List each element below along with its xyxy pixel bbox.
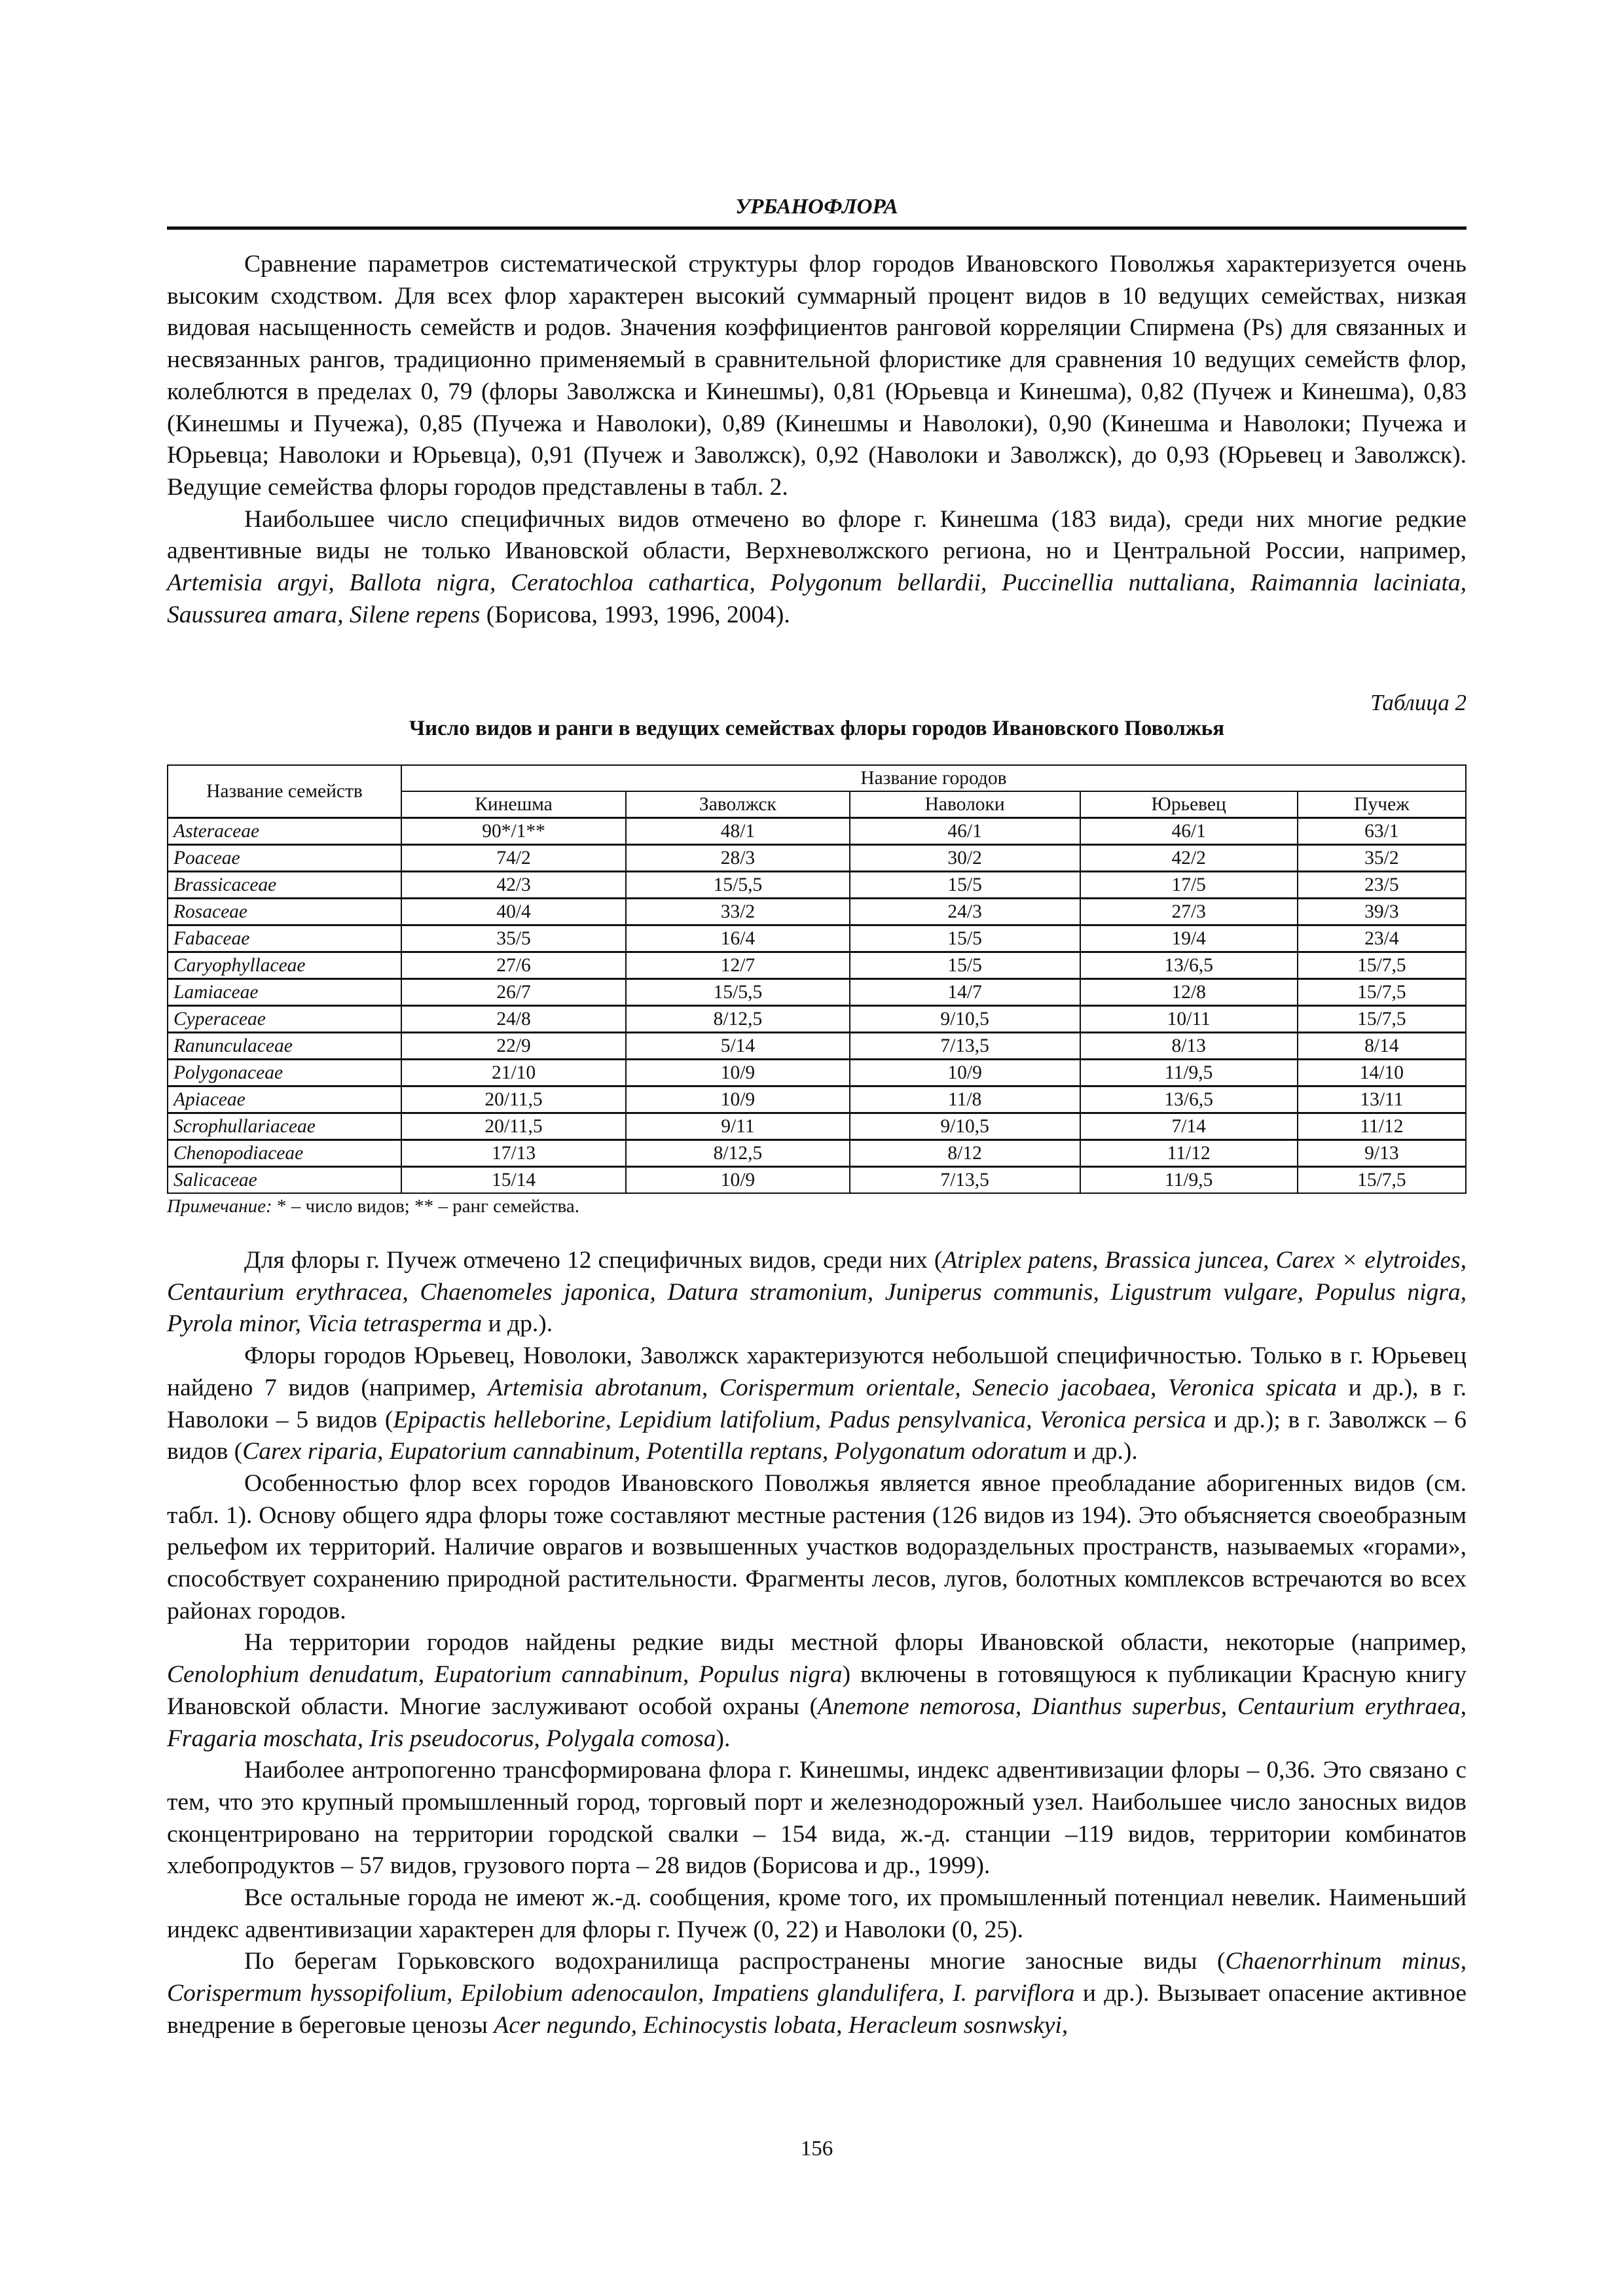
species-rank-cell: 20/11,5 [401,1086,626,1113]
species-rank-cell: 27/3 [1080,899,1298,925]
cities-group-header: Название городов [401,765,1466,791]
family-name-cell: Brassicaceae [168,872,401,899]
table-note-label: Примечание: [167,1196,272,1217]
species-rank-cell: 13/6,5 [1080,952,1298,979]
species-rank-cell: 12/8 [1080,979,1298,1006]
table-row [168,899,1466,925]
text-run: Сравнение параметров систематической структуры флор городов Ивановского Поволжья характеризуется очень высоким сходством. Для всех флор характерен высокий суммарный процент видов в 10 ведущих семействах, низкая видовая насыщенность семейств и родов. Значения коэффициентов ранговой корреляции Спирмена (Ps) для связанных и несвязанных рангов, традиционно применяемый в сравнительной флористике для сравнения 10 ведущих семейств флор, колеблются в пределах 0, 79 (флоры Заволжска и Кинешмы), 0,81 (Юрьевца и Кинешма), 0,82 (Пучеж и Кинешма), 0,83 (Кинешмы и Пучежа), 0,85 (Пучежа и Наволоки), 0,89 (Кинешмы и Наволоки), 0,90 (Кинешма и Наволоки; Пучежа и Юрьевца; Наволоки и Юрьевца), 0,91 (Пучеж и Заволжск), 0,92 (Наволоки и Заволжск), до 0,93 (Юрьевец и Заволжск). Ведущие семейства флоры городов представлены в табл. 2. [167,251,1467,501]
species-rank-cell: 23/5 [1298,872,1466,899]
table-title: Число видов и ранги в ведущих семействах флоры городов Ивановского Поволжья [409,717,1225,740]
species-rank-cell: 39/3 [1298,899,1466,925]
species-rank-cell: 17/5 [1080,872,1298,899]
species-rank-cell: 42/2 [1080,845,1298,872]
species-names: Carex riparia, Eupatorium cannabinum, Potentilla reptans, Polygonatum odoratum [242,1438,1067,1465]
text-run: и др.). Вызывает опасение активное внедрение в береговые ценозы [167,1980,1467,2039]
table-row [168,979,1466,1006]
family-column-header: Название семейств [168,765,401,818]
family-name-cell: Cyperaceae [168,1006,401,1033]
species-rank-cell: 24/8 [401,1006,626,1033]
page-number: 156 [800,2137,833,2161]
species-rank-cell: 15/14 [401,1167,626,1194]
species-rank-cell: 15/5,5 [626,979,850,1006]
species-rank-cell: 9/11 [626,1113,850,1140]
family-name-cell: Apiaceae [168,1086,401,1113]
text-run: Флоры городов Юрьевец, Новолоки, Заволжск характеризуются небольшой специфичностью. Только в г. Юрьевец найдено 7 видов (например, [167,1342,1467,1401]
table-label: Таблица 2 [1370,690,1467,715]
species-rank-cell: 19/4 [1080,925,1298,952]
species-rank-cell: 15/5 [850,925,1080,952]
species-rank-cell: 7/13,5 [850,1033,1080,1060]
paragraph [167,1755,1467,1882]
table-row [168,1033,1466,1060]
text-run: ). [716,1725,731,1752]
running-head: УРБАНОФЛОРА [735,195,898,219]
family-name-cell: Poaceae [168,845,401,872]
paragraph [167,504,1467,632]
species-rank-cell: 14/10 [1298,1060,1466,1086]
species-rank-cell: 90*/1** [401,818,626,845]
species-names: Anemone nemorosa, Dianthus superbus, Centaurium erythraea, Fragaria moschata, Iris pseudocorus, Polygala comosa [167,1693,1467,1752]
species-rank-cell: 11/12 [1298,1113,1466,1140]
species-rank-cell: 11/9,5 [1080,1060,1298,1086]
species-rank-cell: 48/1 [626,818,850,845]
text-run: и др.); в г. Заволжск – 6 видов ( [167,1406,1467,1465]
species-rank-cell: 17/13 [401,1140,626,1167]
species-rank-cell: 8/14 [1298,1033,1466,1060]
species-rank-cell: 7/14 [1080,1113,1298,1140]
paragraph [167,1468,1467,1628]
species-rank-cell: 33/2 [626,899,850,925]
species-names: Artemisia abrotanum, Corispermum orientale, Senecio jacobaea, Veronica spicata [488,1374,1337,1401]
text-run: По берегам Горьковского водохранилища распространены многие заносные виды ( [244,1948,1226,1975]
species-rank-cell: 9/10,5 [850,1006,1080,1033]
table-row [168,818,1466,845]
text-run: и др.). [1067,1438,1138,1465]
species-rank-cell: 42/3 [401,872,626,899]
body-text-top [167,249,1467,631]
text-run: Наиболее антропогенно трансформирована флора г. Кинешмы, индекс адвентивизации флоры – 0,36. Это связано с тем, что это крупный промышленный город, торговый порт и железнодорожный узел. Наибольшее число заносных видов сконцентрировано на территории городской свалки – 154 вида, ж.-д. станции –119 видов, территории комбинатов хлебопродуктов – 57 видов, грузового порта – 28 видов (Борисова и др., 1999). [167,1757,1467,1880]
species-names: Cenolophium denudatum, Eupatorium cannabinum, Populus nigra [167,1661,843,1689]
species-rank-cell: 8/12,5 [626,1140,850,1167]
family-name-cell: Fabaceae [168,925,401,952]
family-name-cell: Scrophullariaceae [168,1113,401,1140]
species-rank-cell: 13/6,5 [1080,1086,1298,1113]
species-names: Epipactis helleborine, Lepidium latifolium, Padus pensylvanica, Veronica persica [393,1406,1207,1433]
text-run: (Борисова, 1993, 1996, 2004). [480,601,790,628]
species-rank-cell: 15/5 [850,952,1080,979]
paragraph [167,249,1467,504]
species-names: Acer negundo, Echinocystis lobata, Heracleum sosnwskyi, [494,2011,1068,2039]
species-names: Atriplex patens, Brassica juncea, Carex × elytroides, Centaurium erythracea, Chaenomeles japonica, Datura stramonium, Juniperus communis, Ligustrum vulgare, Populus nigra, Pyrola minor, Vicia tetrasperma [167,1247,1467,1338]
species-rank-cell: 35/5 [401,925,626,952]
species-rank-cell: 15/5,5 [626,872,850,899]
paragraph [167,1627,1467,1755]
species-rank-cell: 46/1 [850,818,1080,845]
species-rank-cell: 23/4 [1298,925,1466,952]
table-note-text: * – число видов; ** – ранг семейства. [272,1196,579,1217]
species-rank-cell: 15/5 [850,872,1080,899]
species-rank-cell: 11/9,5 [1080,1167,1298,1194]
species-rank-cell: 15/7,5 [1298,952,1466,979]
city-column-header: Кинешма [401,791,626,818]
species-rank-cell: 12/7 [626,952,850,979]
species-rank-cell: 63/1 [1298,818,1466,845]
table-note [167,1196,579,1217]
species-rank-cell: 8/13 [1080,1033,1298,1060]
species-rank-cell: 10/9 [626,1167,850,1194]
city-column-header: Юрьевец [1080,791,1298,818]
species-rank-cell: 5/14 [626,1033,850,1060]
species-rank-cell: 13/11 [1298,1086,1466,1113]
species-rank-cell: 30/2 [850,845,1080,872]
family-name-cell: Rosaceae [168,899,401,925]
table-body [168,818,1466,1194]
paragraph [167,1340,1467,1468]
species-rank-cell: 11/12 [1080,1140,1298,1167]
paragraph [167,1245,1467,1340]
text-run: Все остальные города не имеют ж.-д. сообщения, кроме того, их промышленный потенциал невелик. Наименьший индекс адвентивизации характерен для флоры г. Пучеж (0, 22) и Наволоки (0, 25). [167,1884,1467,1943]
text-run: На территории городов найдены редкие виды местной флоры Ивановской области, некоторые (например, [244,1629,1467,1657]
table-row [168,1086,1466,1113]
species-rank-cell: 10/11 [1080,1006,1298,1033]
table-row [168,1060,1466,1086]
species-rank-cell: 27/6 [401,952,626,979]
table-row [168,872,1466,899]
species-rank-cell: 7/13,5 [850,1167,1080,1194]
species-rank-cell: 20/11,5 [401,1113,626,1140]
table-row [168,1113,1466,1140]
species-rank-cell: 8/12 [850,1140,1080,1167]
text-run: и др.). [482,1310,553,1338]
species-rank-cell: 22/9 [401,1033,626,1060]
text-run: Наибольшее число специфичных видов отмечено во флоре г. Кинешма (183 вида), среди них многие редкие адвентивные виды не только Ивановской области, Верхневолжского региона, но и Центральной России, например, [167,505,1467,565]
city-column-header: Пучеж [1298,791,1466,818]
family-name-cell: Chenopodiaceae [168,1140,401,1167]
species-rank-cell: 16/4 [626,925,850,952]
text-run: ) включены в готовящуюся к публикации Красную книгу Ивановской области. Многие заслуживают особой охраны ( [167,1661,1467,1720]
species-rank-cell: 9/10,5 [850,1113,1080,1140]
paragraph [167,1882,1467,1946]
species-rank-cell: 21/10 [401,1060,626,1086]
body-text-bottom [167,1245,1467,2042]
species-rank-cell: 24/3 [850,899,1080,925]
species-rank-cell: 15/7,5 [1298,979,1466,1006]
table-row [168,952,1466,979]
city-column-header: Заволжск [626,791,850,818]
species-rank-cell: 9/13 [1298,1140,1466,1167]
text-run: Особенностью флор всех городов Ивановского Поволжья является явное преобладание аборигенных видов (см. табл. 1). Основу общего ядра флоры тоже составляют местные растения (126 видов из 194). Это объясняется своеобразным рельефом их территорий. Наличие оврагов и возвышенных участков водораздельных пространств, называемых «горами», способствует сохранению природной растительности. Фрагменты лесов, лугов, болотных комплексов встречаются во всех районах городов. [167,1469,1467,1624]
family-name-cell: Polygonaceae [168,1060,401,1086]
species-rank-cell: 26/7 [401,979,626,1006]
family-name-cell: Salicaceae [168,1167,401,1194]
species-rank-cell: 10/9 [626,1060,850,1086]
species-rank-cell: 10/9 [626,1086,850,1113]
family-name-cell: Asteraceae [168,818,401,845]
family-name-cell: Ranunculaceae [168,1033,401,1060]
species-rank-cell: 28/3 [626,845,850,872]
city-column-header: Наволоки [850,791,1080,818]
table-row [168,925,1466,952]
family-name-cell: Caryophyllaceae [168,952,401,979]
species-rank-cell: 40/4 [401,899,626,925]
families-table [167,764,1467,1194]
species-names: Artemisia argyi, Ballota nigra, Ceratochloa cathartica, Polygonum bellardii, Puccinellia nuttaliana, Raimannia laciniata, Saussurea amara, Silene repens [167,569,1467,628]
paragraph [167,1946,1467,2041]
table-row [168,1140,1466,1167]
species-names: Chaenorrhinum minus, Corispermum hyssopifolium, Epilobium adenocaulon, Impatiens glandulifera, I. parviflora [167,1948,1467,2007]
species-rank-cell: 35/2 [1298,845,1466,872]
header-rule [167,226,1467,230]
family-name-cell: Lamiaceae [168,979,401,1006]
species-rank-cell: 74/2 [401,845,626,872]
table-row [168,1006,1466,1033]
species-rank-cell: 11/8 [850,1086,1080,1113]
text-run: Для флоры г. Пучеж отмечено 12 специфичных видов, среди них ( [244,1247,943,1274]
species-rank-cell: 15/7,5 [1298,1167,1466,1194]
text-run: и др.), в г. Наволоки – 5 видов ( [167,1374,1467,1433]
table-row [168,845,1466,872]
species-rank-cell: 10/9 [850,1060,1080,1086]
species-rank-cell: 15/7,5 [1298,1006,1466,1033]
species-rank-cell: 14/7 [850,979,1080,1006]
table-row [168,1167,1466,1194]
species-rank-cell: 8/12,5 [626,1006,850,1033]
species-rank-cell: 46/1 [1080,818,1298,845]
